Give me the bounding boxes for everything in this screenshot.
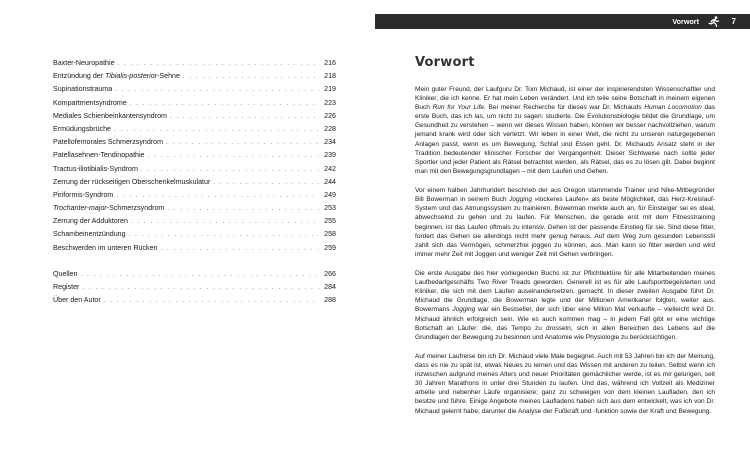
toc-leader-dots [183,71,319,84]
toc-entry-title: Schambeinentzündung [53,230,126,239]
toc-leader-dots [166,137,319,150]
toc-entry-page: 258 [324,230,336,239]
toc-entry[interactable] [53,83,336,96]
chapter-heading: Vorwort [415,55,475,70]
toc-entry[interactable] [53,97,336,110]
toc-entry-ueber-den-autor[interactable] [53,294,336,307]
toc-entry-page: 228 [324,124,336,133]
toc-entry[interactable] [53,163,336,176]
toc-entry[interactable] [53,189,336,202]
header-section-label: Vorwort [672,17,699,26]
paragraph: Vor einem halben Jahrhundert beschrieb der aus Oregon stammende Trainer und Nike-Mitbegründer Bill Bowerman in seinem Buch Jogging »lockeres Laufen« als beste Möglichkeit, das Herz-Kreislauf-System und das Atmungssystem zu trainieren. Bowerman merkte auch an, für Einsteiger sei es ideal, abwechselnd zu gehen und zu laufen. Für Menschen, die gerade erst mit dem Fitnesstraining beginnen, ist das Laufen oftmals zu intensiv. Gehen ist der passende Einstieg für sie. Sind diese fitter, fordert das Gehen sie allerdings nicht mehr genug heraus. Auf dem Weg zum gesunden Lebensstil zahlt sich das Vermögen, schmerzfrei joggen zu können, aus. Man kann so fitter werden und wird immer mehr Zeit mit Joggen und weniger Zeit mit Gehen verbringen. [415,187,715,258]
toc-entry[interactable] [53,202,336,215]
foreword-body [415,85,715,426]
toc-entry-title-italic: Tibialis-posterior [105,72,158,81]
toc-entry-page: 266 [324,269,336,278]
toc-entry-title: Patellasehnen-Tendinopathie [53,151,145,160]
toc-entry-title: Piriformis-Syndrom [53,190,114,199]
running-header [375,14,750,29]
toc-entry-page: 242 [324,164,336,173]
toc-leader-dots [131,216,319,229]
toc-section-gap [53,255,336,268]
toc-entry-page: 244 [324,177,336,186]
toc-entry-quellen[interactable] [53,268,336,281]
toc-leader-dots [80,269,319,282]
toc-entry[interactable] [53,215,336,228]
toc-entry-page: 249 [324,190,336,199]
toc-entry-page: 216 [324,59,336,67]
toc-entry-page: 284 [324,283,336,291]
toc-entry[interactable] [53,110,336,123]
table-of-contents [53,57,336,307]
page-number: 7 [731,17,736,26]
toc-leader-dots [161,243,320,256]
toc-entry[interactable] [53,242,336,255]
toc-entry-page: 223 [324,98,336,107]
toc-entry-page: 259 [324,243,336,252]
toc-entry[interactable] [53,57,336,70]
toc-entry[interactable] [53,136,336,149]
toc-entry-title: Beschwerden im unteren Rücken [53,243,158,252]
toc-entry[interactable] [53,228,336,241]
toc-entry-title: Baxter-Neuropathie [53,59,115,67]
toc-leader-dots [213,177,319,190]
toc-entry[interactable] [53,123,336,136]
toc-entry[interactable] [53,149,336,162]
toc-leader-dots [170,111,319,124]
toc-entry-title: Ermüdungsbrüche [53,124,111,133]
toc-entry-register[interactable] [53,281,336,294]
toc-entry-title-italic: Trochanter-major [53,204,107,213]
toc-leader-dots [104,295,319,308]
paragraph: Die erste Ausgabe des hier vorliegenden Buchs ist zur Pflichtlektüre für alle Mitarbeitenden meines Laufbedarfgeschäfts Two River Treads geworden. Generell ist es für alle Laufsportbegeisterten und Kliniker, die sich mit dem Laufen auseinandersetzen, gemacht. In dieser zweiten Ausgabe führt Dr. Michaud die Grundlage, die Bowerman legte und der Millionen Amerikaner folgten, weiter aus. Bowermans Jogging war ein Bestseller, der sich über eine Million Mal verkaufte – vielleicht wird Dr. Michaud ähnlich erfolgreich sein. Wie es auch kommen mag – in jedem Fall gibt er eine wichtige Botschaft an Läufer: die, das Tempo zu drosseln, sich in allen Bereichen des Lebens auf die Grundlagen der Bewegung zu besinnen und Anatomie wie Physiologie zu berücksichtigen. [415,270,715,341]
toc-entry-title: Supinationstrauma [53,85,113,94]
toc-entry-title: Quellen [53,269,78,278]
paragraph: Auf meiner Laufreise bin ich Dr. Michaud viele Male begegnet. Auch mit 53 Jahren bin ich der Meinung, dass es nie zu spät ist, etwas Neues zu lernen und das Wissen mit anderen zu teilen. Selbst wenn ich inzwischen aufgrund meines Alters und neuer Prioritäten gemächlicher werde, ist es mir gelungen, seit 30 Jahren Marathons in unter drei Stunden zu laufen. Und das, während ich Vollzeit als Mediziner arbeite und nebenher Läufe organisiere; ganz zu schweigen von dem kleinen Laufladen, den ich besitze und führe. Einige Angebote meines Laufladens haben sich aus dem entwickelt, was ich von Dr. Michaud gelernt habe, darunter die Analyse der Fußkraft und -funktion sowie der Kraft und Bewegung. [415,353,715,415]
toc-entry-page: 255 [324,217,336,226]
toc-entry-title: Zerrung der rückseitigen Oberschenkelmuskulatur [53,177,211,186]
toc-entry[interactable] [53,70,336,83]
toc-entry-title: Tractus-iliotibialis-Syndrom [53,164,138,173]
toc-leader-dots [115,84,319,97]
toc-leader-dots [148,150,319,163]
toc-entry-title: Über den Autor [53,296,101,305]
toc-entry-title: Trochanter-major-Schmerzsyndrom [53,204,165,213]
toc-entry-page: 253 [324,204,336,213]
toc-entry-title: Register [53,283,80,291]
paragraph: Mein guter Freund, der Laufguru Dr. Tom Michaud, ist einer der inspirierendsten Wissenschaftler und Kliniker, die ich kenne. Er hat mein Leben verändert. Und ich teile seine Botschaft in meinem eigenen Buch Run for Your Life. Bei meiner Recherche für dieses war Dr. Michauds Human Locomotion das erste Buch, das ich las, um nicht zu sagen: studierte. Die Evolutionsbiologie bildet die Grundlage, um Gesundheit zu verstehen – wenn wir dieses Wissen haben, können wir besser nachvollziehen, warum jemand krank wird oder sich verletzt. Wir leben in einer Welt, die nicht zu unseren naturgegebenen Anlagen passt, wenn es um Bewegung, Schlaf und Essen geht. Dr. Michauds Ansatz steht in der Tradition bedeutender klinischer Forscher der Vergangenheit: Dieser Sichtweise nach sollte jeder Sportler und jeder Patient als Rätsel betrachtet werden, als Rätsel, das es zu lösen gilt. Dabei beginnt man mit den Bewegungsgrundlagen – mit dem Laufen und Gehen. [415,86,716,175]
toc-entry[interactable] [53,176,336,189]
toc-entry-page: 288 [324,296,336,305]
toc-entry-page: 219 [324,85,336,94]
toc-entry-page: 226 [324,111,336,120]
toc-entry-title: Zerrung der Adduktoren [53,217,128,226]
right-page [375,0,750,474]
toc-entry-page: 234 [324,138,336,147]
toc-entry-title: Entzündung der Tibialis-posterior-Sehne [53,72,180,81]
running-man-icon [708,16,720,27]
toc-leader-dots [167,203,319,216]
toc-entry-title: Kompartmentsyndrome [53,98,127,107]
toc-entry-page: 218 [324,72,336,81]
toc-leader-dots [82,282,319,295]
toc-entry-title: Patellofemorales Schmerzsyndrom [53,138,163,147]
toc-entry-title: Mediales Schienbeinkantensyndrom [53,111,167,120]
toc-entry-page: 239 [324,151,336,160]
